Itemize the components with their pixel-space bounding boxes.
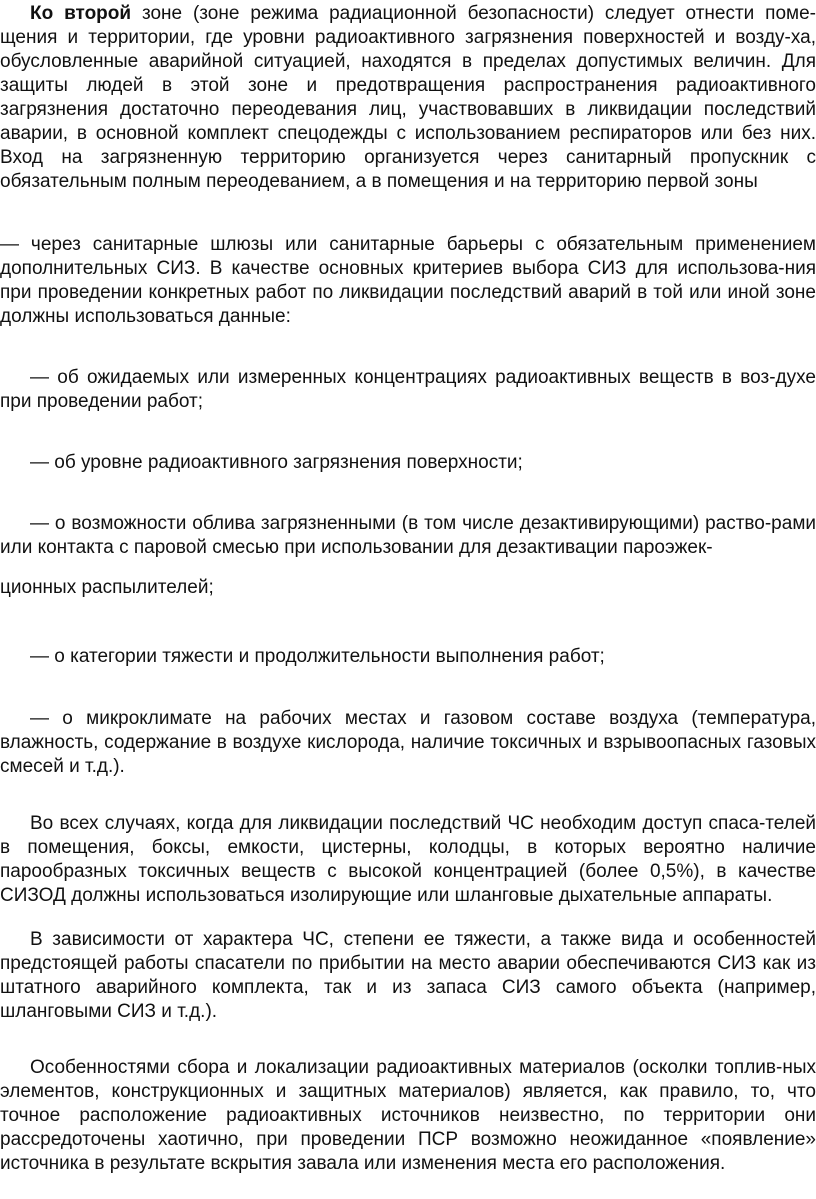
list-item-concentrations: — об ожидаемых или измеренных концентрациях радиоактивных веществ в воз-духе при проведении работ; (0, 367, 816, 412)
paragraph-text: зоне (зоне режима радиационной безопасности) следует отнести поме-щения и территории, где уровни радиоактивного загрязнения поверхностей и возду-ха, обусловленные аварийной ситуацией, находятся в пределах допустимых величин. Для защиты людей в этой зоне и предотвращения распространения радиоактивного загрязнения достаточно переодевания лиц, участвовавших в ликвидации последствий аварии, в основной комплект спецодежды с использованием респираторов или без них. Вход на загрязненную территорию организуется через санитарный пропускник с обязательным полным переодеванием, а в помещения и на территорию первой зоны (0, 3, 816, 192)
list-item-surface: — об уровне радиоактивного загрязнения поверхности; (30, 452, 523, 473)
bold-lead: Ко второй (30, 3, 132, 24)
list-item-work-category: — о категории тяжести и продолжительности выполнения работ; (30, 646, 605, 667)
paragraph-sizod: Во всех случаях, когда для ликвидации последствий ЧС необходим доступ спаса-телей в помещения, боксы, емкости, цистерны, колодцы, в которых вероятно наличие парообразных токсичных веществ с высокой концентрацией (более 0,5%), в качестве СИЗОД должны использоваться изолирующие или шланговые дыхательные аппараты. (0, 813, 816, 906)
paragraph-second-zone (0, 2, 816, 194)
paragraph-radioactive-sources: Особенностями сбора и локализации радиоактивных материалов (осколки топлив-ных элементов, конструкционных и защитных материалов) является, как правило, то, что точное расположение радиоактивных источников неизвестно, по территории они рассредоточены хаотично, при проведении ПСР возможно неожиданное «появление» источника в результате вскрытия завала или изменения места его расположения. (0, 1057, 816, 1174)
paragraph-rescuers: В зависимости от характера ЧС, степени ее тяжести, а также вида и особенностей предстоящей работы спасатели по прибытии на место аварии обеспечиваются СИЗ как из штатного аварийного комплекта, так и из запаса СИЗ самого объекта (например, шланговыми СИЗ и т.д.). (0, 929, 816, 1022)
list-item-solutions-cont: ционных распылителей; (0, 577, 214, 598)
list-item-solutions: — о возможности облива загрязненными (в том числе дезактивирующими) раство-рами или контакта с паровой смесью при использовании для дезактивации пароэжек- (0, 513, 816, 558)
list-item-microclimate: — о микроклимате на рабочих местах и газовом составе воздуха (температура, влажность, содержание в воздухе кислорода, наличие токсичных и взрывоопасных газовых смесей и т.д.). (0, 708, 816, 777)
paragraph-criteria: — через санитарные шлюзы или санитарные барьеры с обязательным применением дополнительных СИЗ. В качестве основных критериев выбора СИЗ для использова-ния при проведении конкретных работ по ликвидации последствий аварий в той или иной зоне должны использоваться данные: (0, 234, 816, 327)
